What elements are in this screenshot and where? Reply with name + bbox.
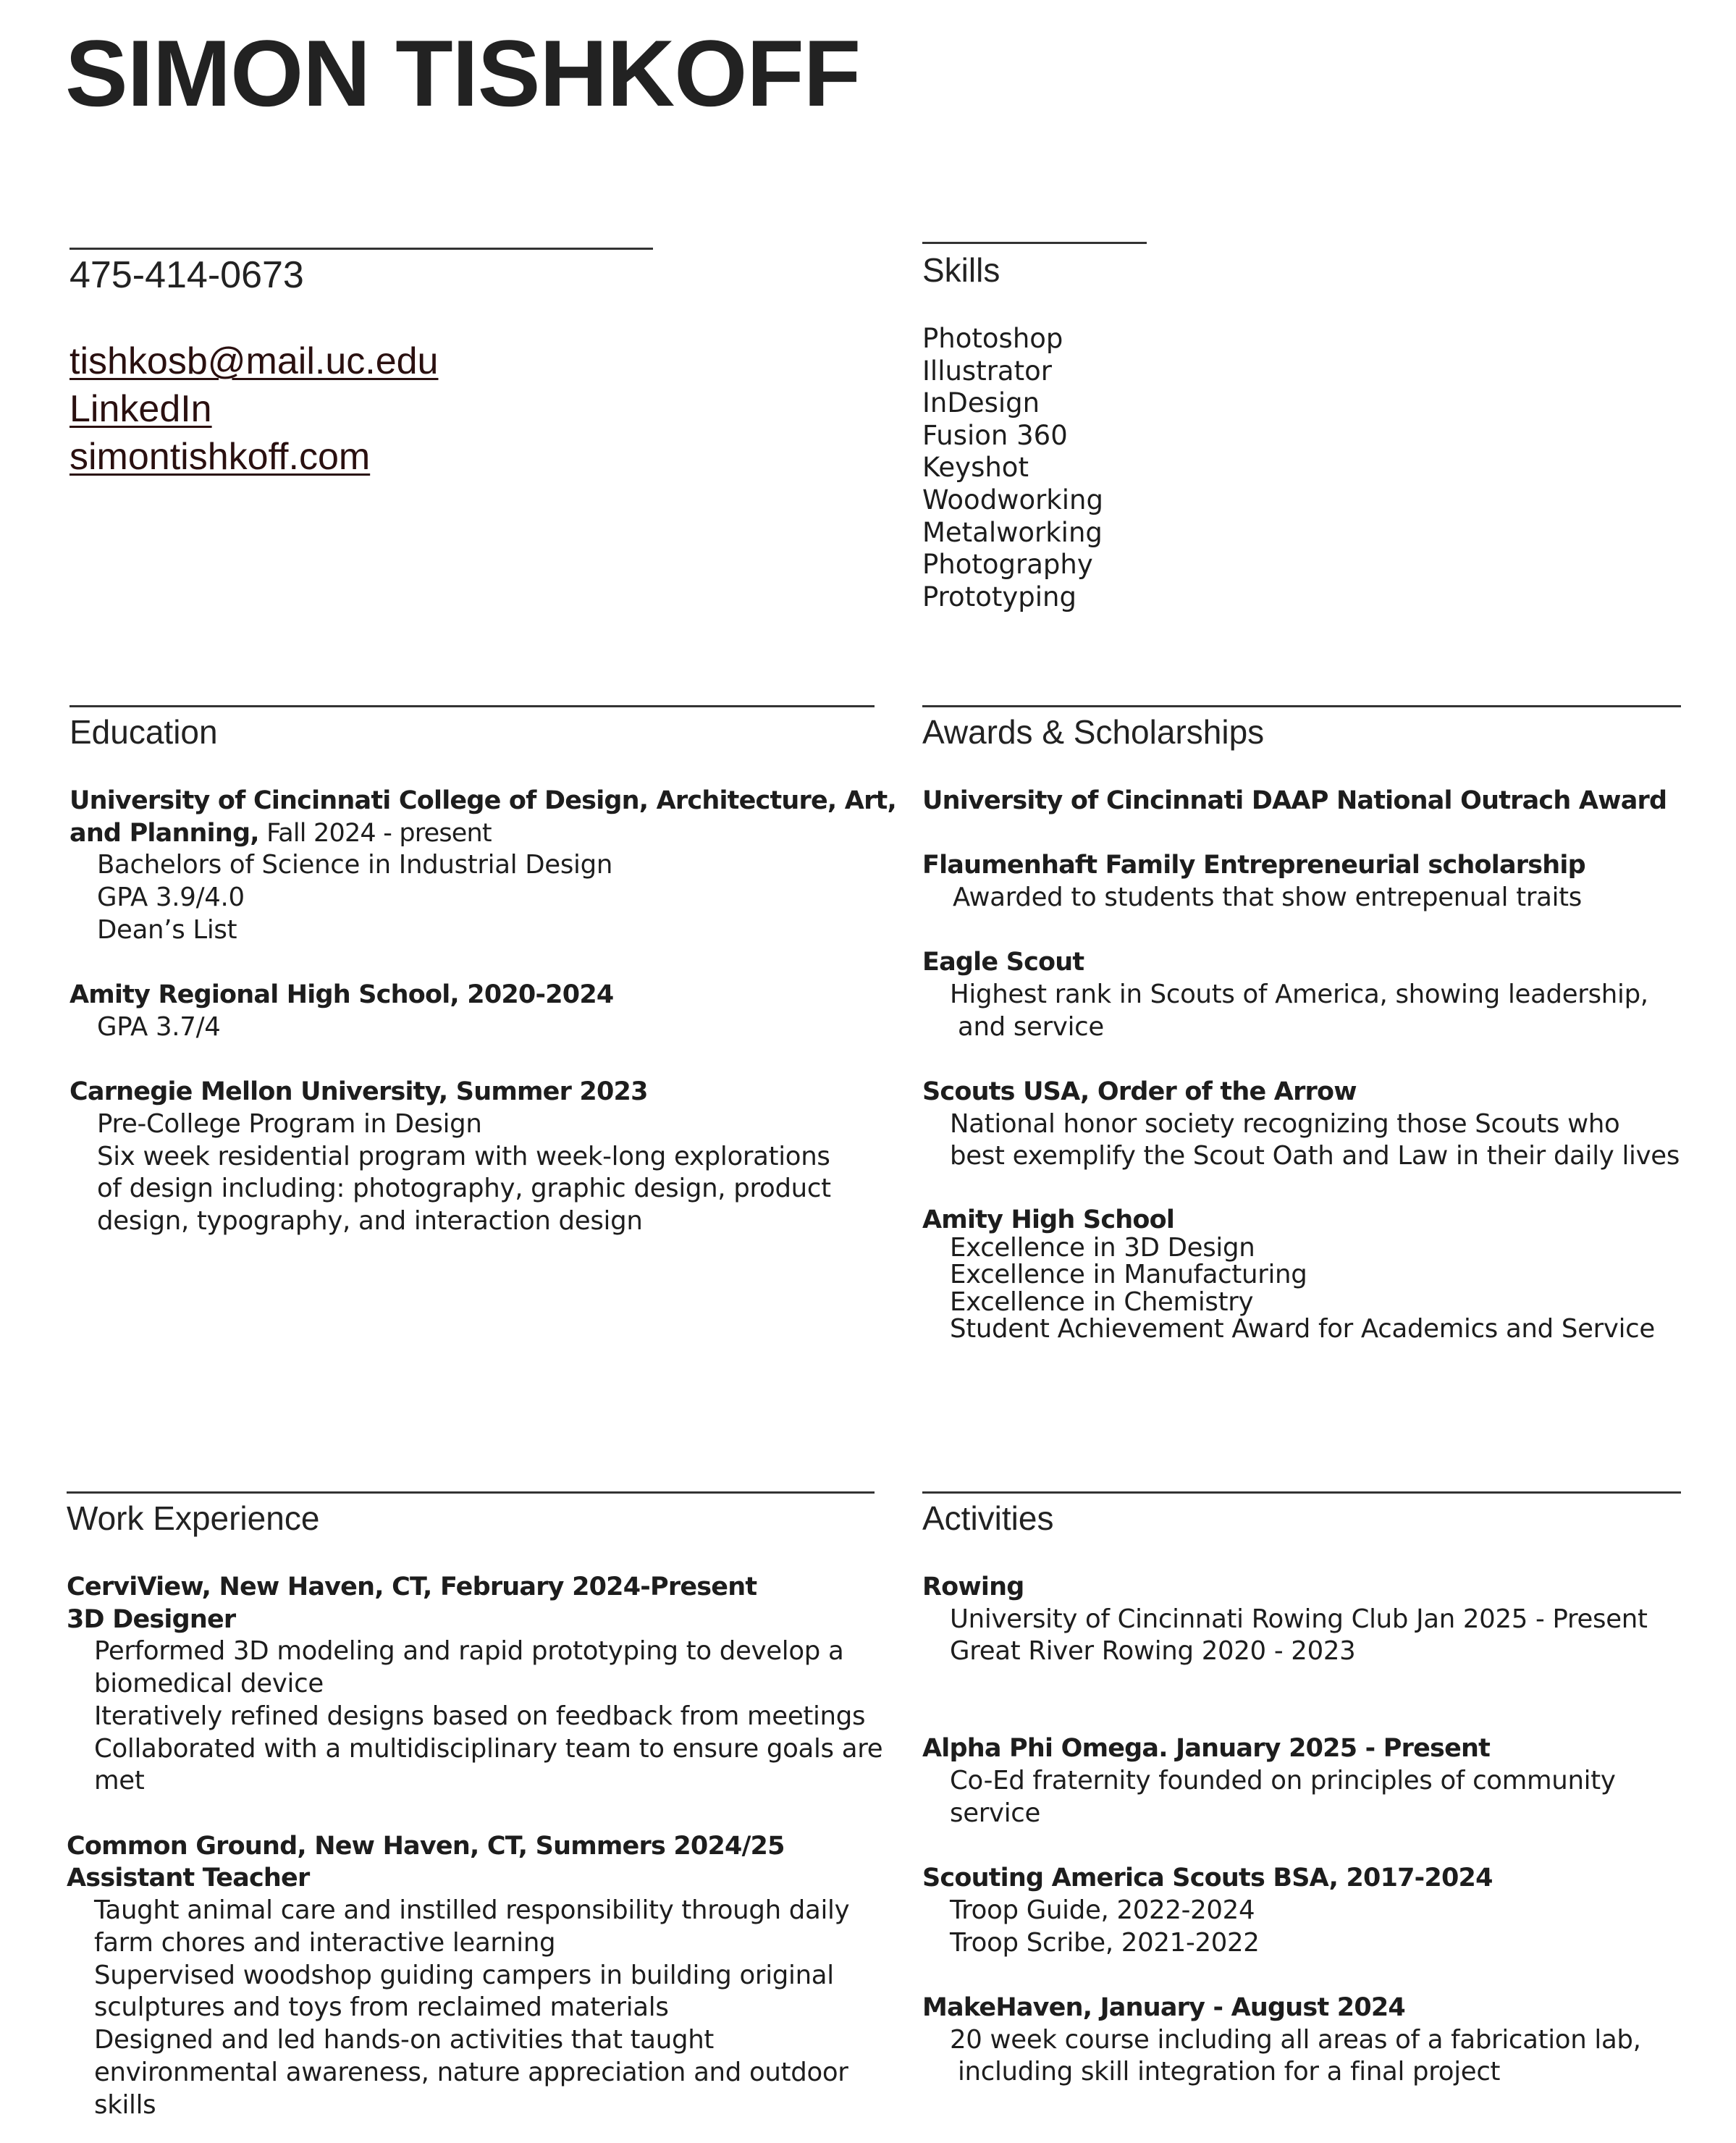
job-detail: Designed and led hands-on activities that taught [94,2025,715,2055]
education-section [69,785,896,1238]
education-entry-heading: University of Cincinnati College of Design, Architecture, Art, [69,786,896,815]
job-detail: biomedical device [94,1668,324,1698]
job-heading: Common Ground, New Haven, CT, Summers 2024/25 [67,1831,785,1861]
job-detail: farm chores and interactive learning [94,1927,556,1958]
education-detail: Dean’s List [97,914,237,945]
award-detail: National honor society recognizing those Scouts who [950,1108,1620,1139]
awards-divider [922,705,1681,707]
job-detail: met [94,1766,145,1796]
job-detail: Taught animal care and instilled responsibility through daily [94,1895,850,1925]
award-heading: University of Cincinnati DAAP National Outrach Award [922,786,1667,815]
job-detail: sculptures and toys from reclaimed materials [94,1992,669,2023]
activity-heading: Scouting America Scouts BSA, 2017-2024 [922,1864,1493,1893]
website-link[interactable]: simontishkoff.com [69,436,371,478]
job-detail: Collaborated with a multidisciplinary team to ensure goals are [94,1733,883,1764]
skill-item: Keyshot [922,452,1029,484]
activities-section [922,1571,1648,2089]
award-detail: Highest rank in Scouts of America, showing leadership, [950,979,1648,1009]
award-heading: Amity High School [922,1205,1175,1234]
award-detail: best exemplify the Scout Oath and Law in their daily lives [950,1141,1680,1171]
skills-list [922,323,1103,613]
education-detail: Six week residential program with week-long explorations [97,1141,830,1171]
education-heading: Education [69,713,218,751]
contact-divider [69,248,653,250]
education-detail: Pre-College Program in Design [97,1108,482,1139]
activity-heading: MakeHaven, January - August 2024 [922,1992,1405,2022]
awards-heading: Awards & Scholarships [922,713,1265,751]
contact-links [69,337,438,481]
job-detail: Iteratively refined designs based on feedback from meetings [94,1701,866,1731]
award-detail: Awarded to students that show entrepenual traits [953,882,1582,912]
education-detail: GPA 3.7/4 [97,1011,221,1042]
skills-divider [922,242,1147,244]
award-heading: Scouts USA, Order of the Arrow [922,1077,1357,1106]
phone-number: 475-414-0673 [69,254,304,296]
activity-detail: Great River Rowing 2020 - 2023 [950,1636,1356,1667]
skill-item: Woodworking [922,484,1103,515]
job-role: Assistant Teacher [67,1864,310,1893]
job-role: 3D Designer [67,1604,236,1634]
work-divider [67,1491,875,1494]
activity-detail: University of Cincinnati Rowing Club Jan 2025 - Present [950,1604,1648,1634]
education-detail: of design including: photography, graphic design, product [97,1174,831,1204]
skill-item: Prototyping [922,581,1076,612]
awards-section [922,785,1680,1343]
education-divider [69,705,875,707]
skill-item: Photoshop [922,323,1063,354]
education-detail: GPA 3.9/4.0 [97,882,245,912]
skills-heading: Skills [922,251,1000,289]
award-heading: Eagle Scout [922,948,1084,977]
activity-heading: Rowing [922,1572,1024,1601]
skill-item: InDesign [922,387,1040,419]
job-heading: CerviView, New Haven, CT, February 2024-Present [67,1572,757,1601]
education-detail: design, typography, and interaction design [97,1206,643,1237]
activity-detail: 20 week course including all areas of a fabrication lab, [950,2024,1641,2055]
skill-item: Photography [922,549,1093,581]
activities-divider [922,1491,1681,1494]
job-detail: Performed 3D modeling and rapid prototyping to develop a [94,1636,844,1667]
education-entry-heading: Carnegie Mellon University, Summer 2023 [69,1077,648,1107]
work-heading: Work Experience [67,1499,320,1537]
linkedin-link[interactable]: LinkedIn [69,388,212,430]
award-detail: and service [950,1011,1104,1042]
award-detail: Excellence in 3D Design [950,1232,1255,1263]
activity-detail: Troop Scribe, 2021-2022 [950,1927,1260,1958]
activities-heading: Activities [922,1499,1054,1537]
skill-item: Fusion 360 [922,419,1068,451]
award-heading: Flaumenhaft Family Entrepreneurial scholarship [922,851,1585,880]
education-entry-heading: and Planning, Fall 2024 - present [69,818,492,848]
skill-item: Metalworking [922,516,1103,548]
skill-item: Illustrator [922,355,1052,387]
resume-name: SIMON TISHKOFF [65,20,861,126]
education-entry-heading: Amity Regional High School, 2020-2024 [69,980,614,1010]
activity-heading: Alpha Phi Omega. January 2025 - Present [922,1734,1491,1764]
job-detail: skills [94,2089,156,2120]
email-link[interactable]: tishkosb@mail.uc.edu [69,340,439,382]
activity-detail: including skill integration for a final project [950,2057,1501,2087]
activity-detail: Troop Guide, 2022-2024 [950,1895,1255,1925]
work-section [67,1571,882,2122]
activity-detail: service [950,1798,1041,1828]
award-detail: Excellence in Chemistry [950,1287,1254,1317]
award-detail: Excellence in Manufacturing [950,1260,1307,1290]
job-detail: environmental awareness, nature appreciation and outdoor [94,2057,848,2087]
activity-detail: Co-Ed fraternity founded on principles of community [950,1765,1616,1795]
education-detail: Bachelors of Science in Industrial Design [97,850,613,880]
job-detail: Supervised woodshop guiding campers in building original [94,1960,834,1990]
award-detail: Student Achievement Award for Academics and Service [950,1314,1655,1344]
